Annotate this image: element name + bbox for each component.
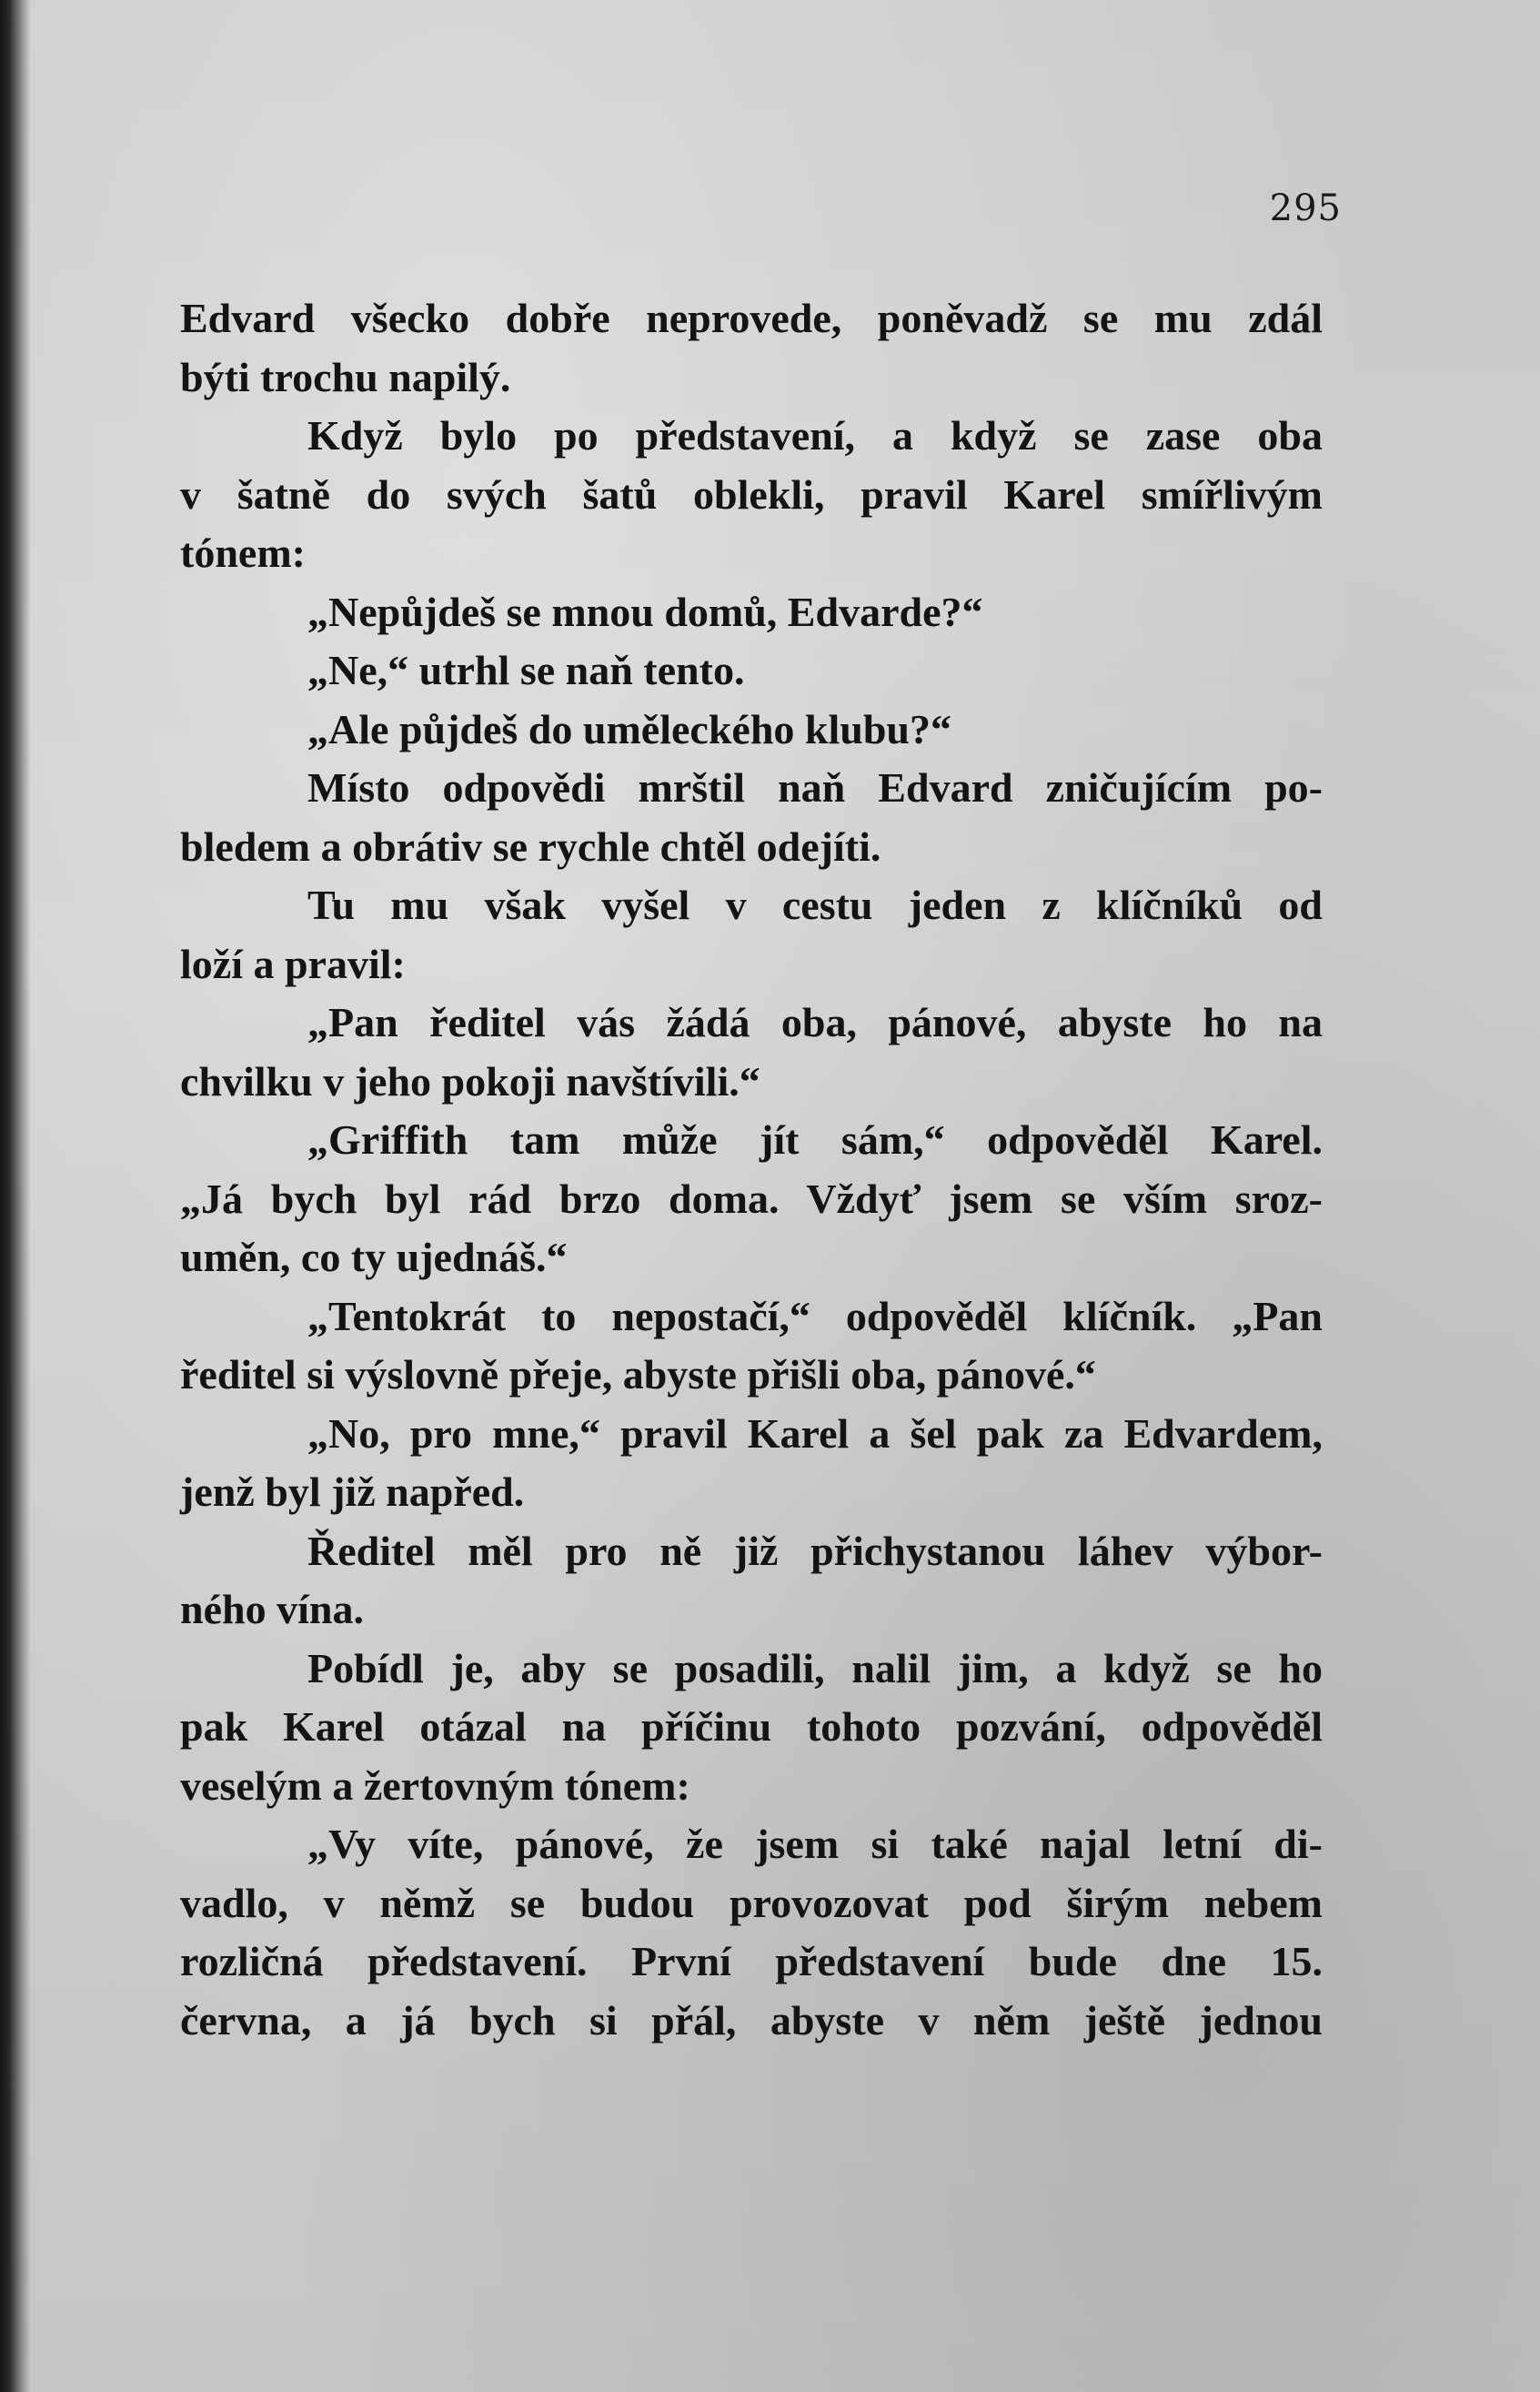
text-line: rozličná představení. První představení bude dne 15. — [180, 1938, 1323, 1984]
text-line: „Vy víte, pánové, že jsem si také najal letní di- — [307, 1821, 1323, 1867]
text-line: „Ale půjdeš do uměleckého klubu?“ — [307, 705, 952, 752]
text-line: Ředitel měl pro ně již přichystanou láhev výbor- — [307, 1527, 1323, 1574]
text-line: veselým a žertovným tónem: — [180, 1761, 690, 1809]
text-line: Místo odpovědi mrštil naň Edvard zničujícím po- — [307, 764, 1323, 811]
text-line: chvilku v jeho pokoji navštívili.“ — [180, 1057, 760, 1105]
text-line: „No, pro mne,“ pravil Karel a šel pak za Edvardem, — [307, 1409, 1323, 1457]
text-line: pak Karel otázal na příčinu tohoto pozvání, odpověděl — [180, 1703, 1323, 1750]
text-line: „Já bych byl rád brzo doma. Vždyť jsem se vším sroz- — [180, 1175, 1323, 1222]
text-line: ředitel si výslovně přeje, abyste přišli oba, pánové.“ — [180, 1351, 1096, 1398]
text-line: „Pan ředitel vás žádá oba, pánové, abyste ho na — [307, 999, 1323, 1045]
text-line: „Ne,“ utrhl se naň tento. — [307, 647, 745, 693]
text-line: „Nepůjdeš se mnou domů, Edvarde?“ — [307, 588, 983, 635]
text-line: loží a pravil: — [180, 940, 406, 987]
body-text — [180, 289, 1323, 2050]
text-line: vadlo, v němž se budou provozovat pod širým nebem — [180, 1879, 1323, 1926]
text-line: tónem: — [180, 530, 306, 576]
text-line: Edvard všecko dobře neprovede, poněvadž se mu zdál — [180, 295, 1323, 341]
text-line: „Tentokrát to nepostačí,“ odpověděl klíčník. „Pan — [307, 1292, 1323, 1339]
text-line: v šatně do svých šatů oblekli, pravil Karel smířlivým — [180, 470, 1323, 518]
text-line: býti trochu napilý. — [180, 353, 511, 400]
text-line: uměn, co ty ujednáš.“ — [180, 1234, 568, 1280]
text-line: Když bylo po představení, a když se zase oba — [307, 412, 1323, 459]
text-line: jenž byl již napřed. — [180, 1469, 525, 1515]
text-line: ného vína. — [180, 1586, 364, 1632]
text-line: Tu mu však vyšel v cestu jeden z klíčníků od — [307, 882, 1323, 928]
text-line: června, a já bych si přál, abyste v něm ještě jednou — [180, 1996, 1323, 2044]
page-number: 295 — [1269, 187, 1342, 229]
text-line: Pobídl je, aby se posadili, nalil jim, a když se ho — [307, 1644, 1323, 1691]
page-binding-shadow — [0, 0, 31, 2392]
text-line: bledem a obrátiv se rychle chtěl odejíti. — [180, 823, 881, 870]
text-line: „Griffith tam může jít sám,“ odpověděl Karel. — [307, 1116, 1323, 1163]
